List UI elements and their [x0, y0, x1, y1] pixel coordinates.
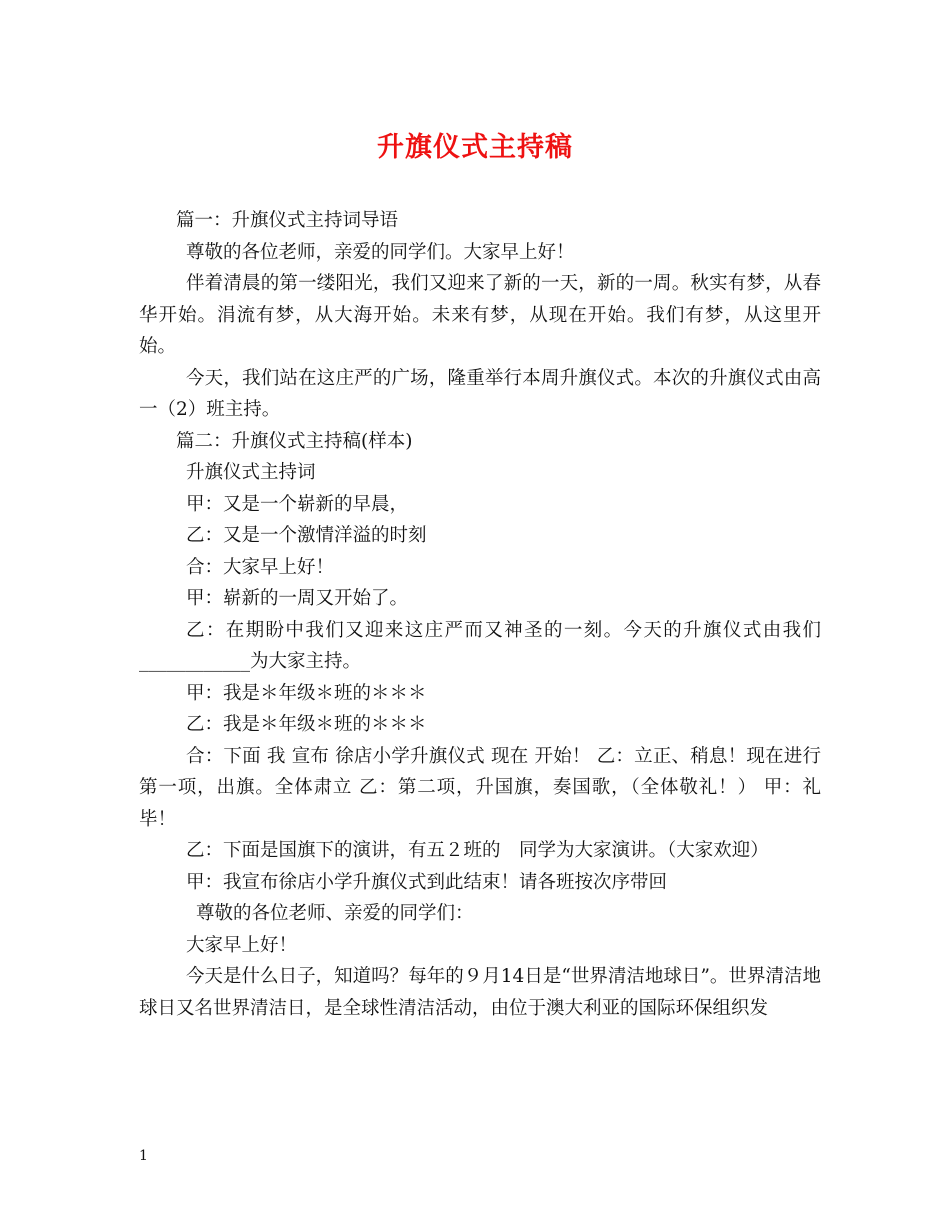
dialogue-line: 乙：我是＊年级＊班的＊＊＊: [186, 714, 427, 735]
dialogue-line: 合：下面 我 宣布 徐店小学升旗仪式 现在 开始！ 乙：立正、稍息！现在进行第一项，出旗。全体肃立 乙：第二项，升国旗，奏国歌，（全体敬礼！） 甲：礼毕！: [139, 745, 821, 830]
dialogue-line: 甲：又是一个崭新的早晨，: [186, 493, 409, 515]
section-heading-2: 篇二：升旗仪式主持稿(样本): [176, 430, 413, 452]
section-heading-1: 篇一：升旗仪式主持词导语: [176, 210, 399, 231]
dialogue-line: 合：大家早上好！: [186, 556, 335, 578]
dialogue-line: 乙：又是一个激情洋溢的时刻: [186, 525, 427, 546]
paragraph: 升旗仪式主持词: [186, 462, 316, 483]
document-title: 升旗仪式主持稿: [377, 132, 573, 163]
dialogue-line: 乙：下面是国旗下的演讲，有五２班的 同学为大家演讲。（大家欢迎）: [186, 840, 769, 861]
dialogue-line: 甲：崭新的一周又开始了。: [186, 588, 409, 609]
speech-greeting: 尊敬的各位老师、亲爱的同学们：: [196, 903, 474, 924]
paragraph: 尊敬的各位老师，亲爱的同学们。大家早上好！: [186, 241, 575, 263]
paragraph: 今天，我们站在这庄严的广场，隆重举行本周升旗仪式。本次的升旗仪式由高一（2）班主持。: [139, 367, 821, 420]
dialogue-line: 甲：我是＊年级＊班的＊＊＊: [186, 682, 427, 704]
page-number: 1: [139, 1148, 148, 1164]
speech-greeting: 大家早上好！: [186, 934, 298, 956]
paragraph: 今天是什么日子，知道吗？每年的９月14日是“世界清洁地球日”。世界清洁地球日又名世界清洁日，是全球性清洁活动，由位于澳大利亚的国际环保组织发: [139, 966, 821, 1019]
document-body: [139, 205, 821, 1024]
dialogue-line: 甲：我宣布徐店小学升旗仪式到此结束！请各班按次序带回: [186, 871, 668, 893]
dialogue-line: 乙：在期盼中我们又迎来这庄严而又神圣的一刻。今天的升旗仪式由我们____________为大家主持。: [139, 619, 821, 672]
paragraph: 伴着清晨的第一缕阳光，我们又迎来了新的一天，新的一周。秋实有梦，从春华开始。涓流有梦，从大海开始。未来有梦，从现在开始。我们有梦，从这里开始。: [139, 273, 821, 357]
